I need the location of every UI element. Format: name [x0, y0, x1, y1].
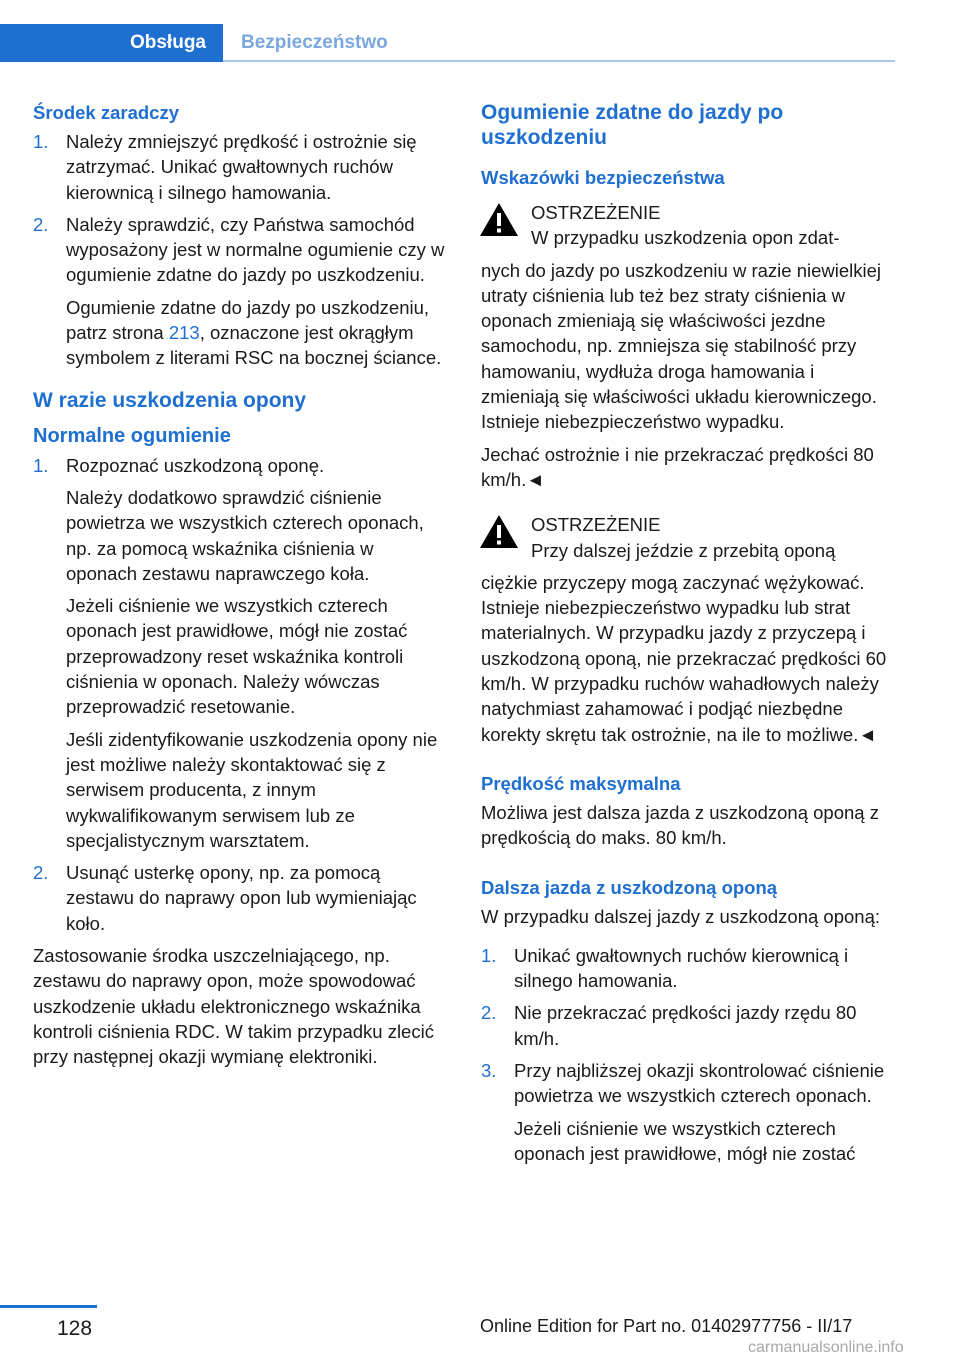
list-text: Należy zmniejszyć prędkość i ostrożnie się zatrzymać. Unikać gwałtownych ruchów kierownicą i silnego hamowania.	[66, 131, 417, 203]
tab-obsluga[interactable]: Obsługa	[0, 24, 223, 62]
list-item	[481, 1000, 896, 1051]
warning-triangle-icon	[479, 202, 519, 237]
list-text-extra: Ogumienie zdatne do jazdy po uszkodzeniu, patrz strona 213, oznaczone jest okrągłym symbolem z literami RSC na bocznej ściance.	[66, 296, 442, 369]
list-text-extra: Należy dodatkowo sprawdzić ciśnienie powietrza we wszystkich czterech oponach, np. za pomocą wskaźnika ciśnienia w oponach zestawu naprawczego koła.	[66, 486, 424, 584]
heading-max-speed: Prędkość maksymalna	[481, 772, 681, 794]
list-number: 3.	[481, 1060, 497, 1082]
warning-box	[481, 200, 896, 251]
list-text-extra: Jeżeli ciśnienie we wszystkich czterech oponach jest prawidłowe, mógł nie zostać	[514, 1117, 856, 1164]
list-item	[33, 129, 448, 205]
warning-triangle-icon	[479, 514, 519, 549]
page-number: 128	[57, 1317, 93, 1340]
watermark: carmanualsonline.info	[748, 1339, 904, 1356]
header-divider	[223, 60, 895, 62]
heading-safety: Wskazówki bezpieczeństwa	[481, 167, 725, 188]
warning-text: ciężkie przyczepy mogą zaczynać wężykować. Istnieje niebezpieczeństwo wypadku lub strat materialnych. W przypadku jazdy z przyczepą i uszkodzoną oponą, nie przekraczać prędkości 60 km/h. W przypadku ruchów wahadłowych należy natychmiast zahamować i podjąć niezbędne korekty skrętu tak ostrożnie, na ile to możliwe.◄	[481, 571, 887, 745]
page-link[interactable]: 213	[168, 322, 200, 344]
list-number: 1.	[33, 454, 49, 476]
list-number: 1.	[33, 131, 49, 152]
list-item	[481, 1058, 896, 1166]
list-item	[481, 943, 896, 994]
tab-bezpieczenstwo[interactable]: Bezpieczeństwo	[241, 32, 388, 53]
list-number: 1.	[481, 944, 497, 966]
warning-first-line: W przypadku uszkodzenia opon zdat-	[531, 227, 840, 249]
paragraph-sealant: Zastosowanie środka uszczelniającego, np. zestawu do naprawy opon, może spowodować uszkodzenie układu elektronicznego wskaźnika kontroli ciśnienia RDC. W takim przypadku zlecić przy następnej okazji wymianę elektroniki.	[33, 945, 434, 1068]
edition-text: Online Edition for Part no. 01402977756 - II/17	[480, 1316, 853, 1336]
warning-text: nych do jazdy po uszkodzeniu w razie niewielkiej utraty ciśnienia lub też bez straty ciśnienia w oponach zmieniają się właściwości jezdne samochodu, np. zmniejsza się stabilność przy hamowaniu, wydłuża droga hamowania i zmieniają się właściwości układu kierowniczego. Istnieje niebezpieczeństwo wypadku.	[481, 259, 882, 433]
list-text: Nie przekraczać prędkości jazdy rzędu 80 km/h.	[514, 1002, 857, 1049]
list-number: 2.	[33, 862, 49, 884]
warning-first-line: Przy dalszej jeździe z przebitą oponą	[531, 539, 836, 561]
list-number: 2.	[33, 213, 49, 235]
list-item	[33, 453, 448, 853]
warning-instruction: Jechać ostrożnie i nie przekraczać prędkości 80 km/h.◄	[481, 443, 874, 490]
warning-box	[481, 512, 896, 563]
warning-title: OSTRZEŻENIE	[531, 514, 661, 536]
list-text: Należy sprawdzić, czy Państwa samochód wyposażony jest w normalne ogumienie czy w ogumienie zdatne do jazdy po uszkodzeniu.	[66, 213, 445, 286]
header-tabs	[0, 24, 895, 62]
heading-further-driving: Dalsza jazda z uszkodzoną oponą	[481, 876, 778, 898]
list-text: Usunąć usterkę opony, np. za pomocą zestawu do naprawy opon lub wymieniając koło.	[66, 862, 417, 934]
heading-tire-damage: W razie uszkodzenia opony	[33, 388, 307, 412]
list-item	[33, 860, 448, 936]
paragraph-max-speed: Możliwa jest dalsza jazda z uszkodzoną oponą z prędkością do maks. 80 km/h.	[481, 801, 879, 849]
heading-runflat: Ogumienie zdatne do jazdy po uszkodzeniu	[481, 101, 784, 149]
list-text: Unikać gwałtownych ruchów kierownicą i silnego hamowania.	[514, 944, 849, 992]
right-column	[481, 100, 896, 1173]
heading-normal-tires: Normalne ogumienie	[33, 424, 231, 447]
list-text-extra: Jeśli zidentyfikowanie uszkodzenia opony nie jest możliwe należy skontaktować się z serwisem producenta, z innym wykwalifikowanym serwisem lub ze specjalistycznym warsztatem.	[66, 728, 438, 851]
list-item	[33, 212, 448, 371]
warning-title: OSTRZEŻENIE	[531, 202, 661, 223]
footer-accent-line	[0, 1305, 97, 1308]
list-text-extra: Jeżeli ciśnienie we wszystkich czterech oponach jest prawidłowe, mógł nie zostać przeprowadzony reset wskaźnika kontroli ciśnienia w oponach. Należy wówczas przeprowadzić resetowanie.	[66, 595, 408, 718]
list-text: Przy najbliższej okazji skontrolować ciśnienie powietrza we wszystkich czterech oponach.	[514, 1060, 885, 1107]
heading-remedy: Środek zaradczy	[33, 102, 180, 123]
left-column	[33, 100, 448, 1077]
list-text: Rozpoznać uszkodzoną oponę.	[66, 454, 325, 476]
list-number: 2.	[481, 1002, 497, 1024]
paragraph-further-driving: W przypadku dalszej jazdy z uszkodzoną oponą:	[481, 905, 880, 927]
